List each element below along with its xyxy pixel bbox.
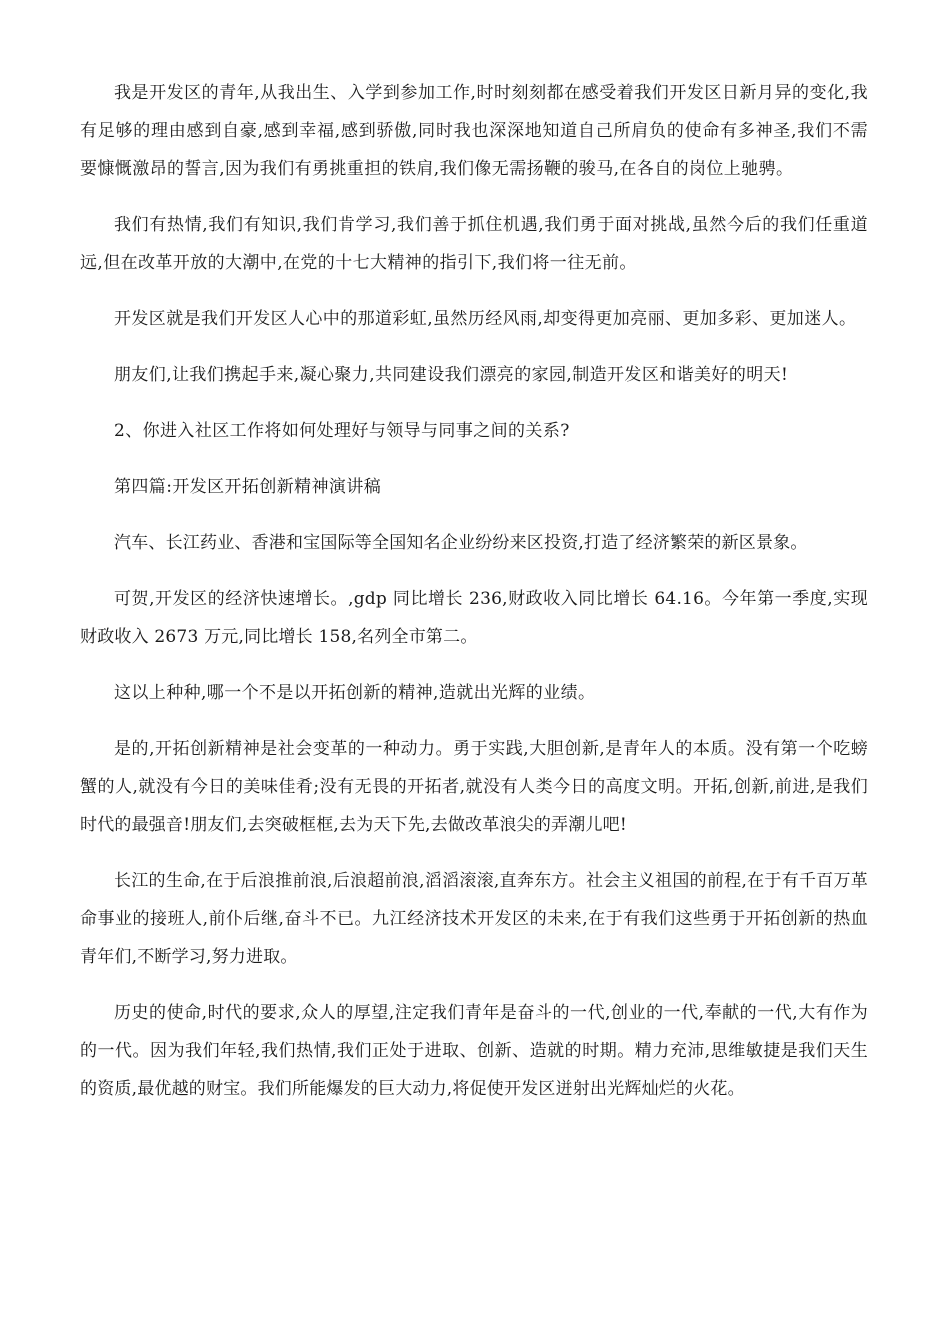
- paragraph-2: 我们有热情,我们有知识,我们肯学习,我们善于抓住机遇,我们勇于面对挑战,虽然今后的我们任重道远,但在改革开放的大潮中,在党的十七大精神的指引下,我们将一往无前。: [80, 215, 868, 273]
- paragraph-3: 开发区就是我们开发区人心中的那道彩虹,虽然历经风雨,却变得更加亮丽、更加多彩、更加迷人。: [114, 309, 857, 329]
- paragraph-1: 我是开发区的青年,从我出生、入学到参加工作,时时刻刻都在感受着我们开发区日新月异的变化,我有足够的理由感到自豪,感到幸福,感到骄傲,同时我也深深地知道自己所肩负的使命有多神圣,我们不需要慷慨激昂的誓言,因为我们有勇挑重担的铁肩,我们像无需扬鞭的骏马,在各自的岗位上驰骋。: [80, 83, 868, 179]
- paragraph-12: 历史的使命,时代的要求,众人的厚望,注定我们青年是奋斗的一代,创业的一代,奉献的一代,大有作为的一代。因为我们年轻,我们热情,我们正处于进取、创新、造就的时期。精力充沛,思维敏捷是我们天生的资质,最优越的财宝。我们所能爆发的巨大动力,将促使开发区迸射出光辉灿烂的火花。: [80, 1003, 868, 1099]
- document-body: [80, 74, 868, 1126]
- paragraph-9: 这以上种种,哪一个不是以开拓创新的精神,造就出光辉的业绩。: [114, 683, 596, 703]
- paragraph-11: 长江的生命,在于后浪推前浪,后浪超前浪,滔滔滚滚,直奔东方。社会主义祖国的前程,在于有千百万革命事业的接班人,前仆后继,奋斗不已。九江经济技术开发区的未来,在于有我们这些勇于开拓创新的热血青年们,不断学习,努力进取。: [80, 871, 868, 967]
- paragraph-10: 是的,开拓创新精神是社会变革的一种动力。勇于实践,大胆创新,是青年人的本质。没有第一个吃螃蟹的人,就没有今日的美味佳肴;没有无畏的开拓者,就没有人类今日的高度文明。开拓,创新,前进,是我们时代的最强音!朋友们,去突破框框,去为天下先,去做改革浪尖的弄潮儿吧!: [80, 739, 868, 835]
- paragraph-4: 朋友们,让我们携起手来,凝心聚力,共同建设我们漂亮的家园,制造开发区和谐美好的明天!: [114, 365, 789, 385]
- paragraph-7: 汽车、长江药业、香港和宝国际等全国知名企业纷纷来区投资,打造了经济繁荣的新区景象。: [114, 533, 808, 553]
- paragraph-8: 可贺,开发区的经济快速增长。,gdp 同比增长 236,财政收入同比增长 64.16。今年第一季度,实现财政收入 2673 万元,同比增长 158,名列全市第二。: [80, 589, 868, 647]
- section-title: 第四篇:开发区开拓创新精神演讲稿: [114, 477, 382, 497]
- question-heading: 2、你进入社区工作将如何处理好与领导与同事之间的关系?: [114, 421, 570, 441]
